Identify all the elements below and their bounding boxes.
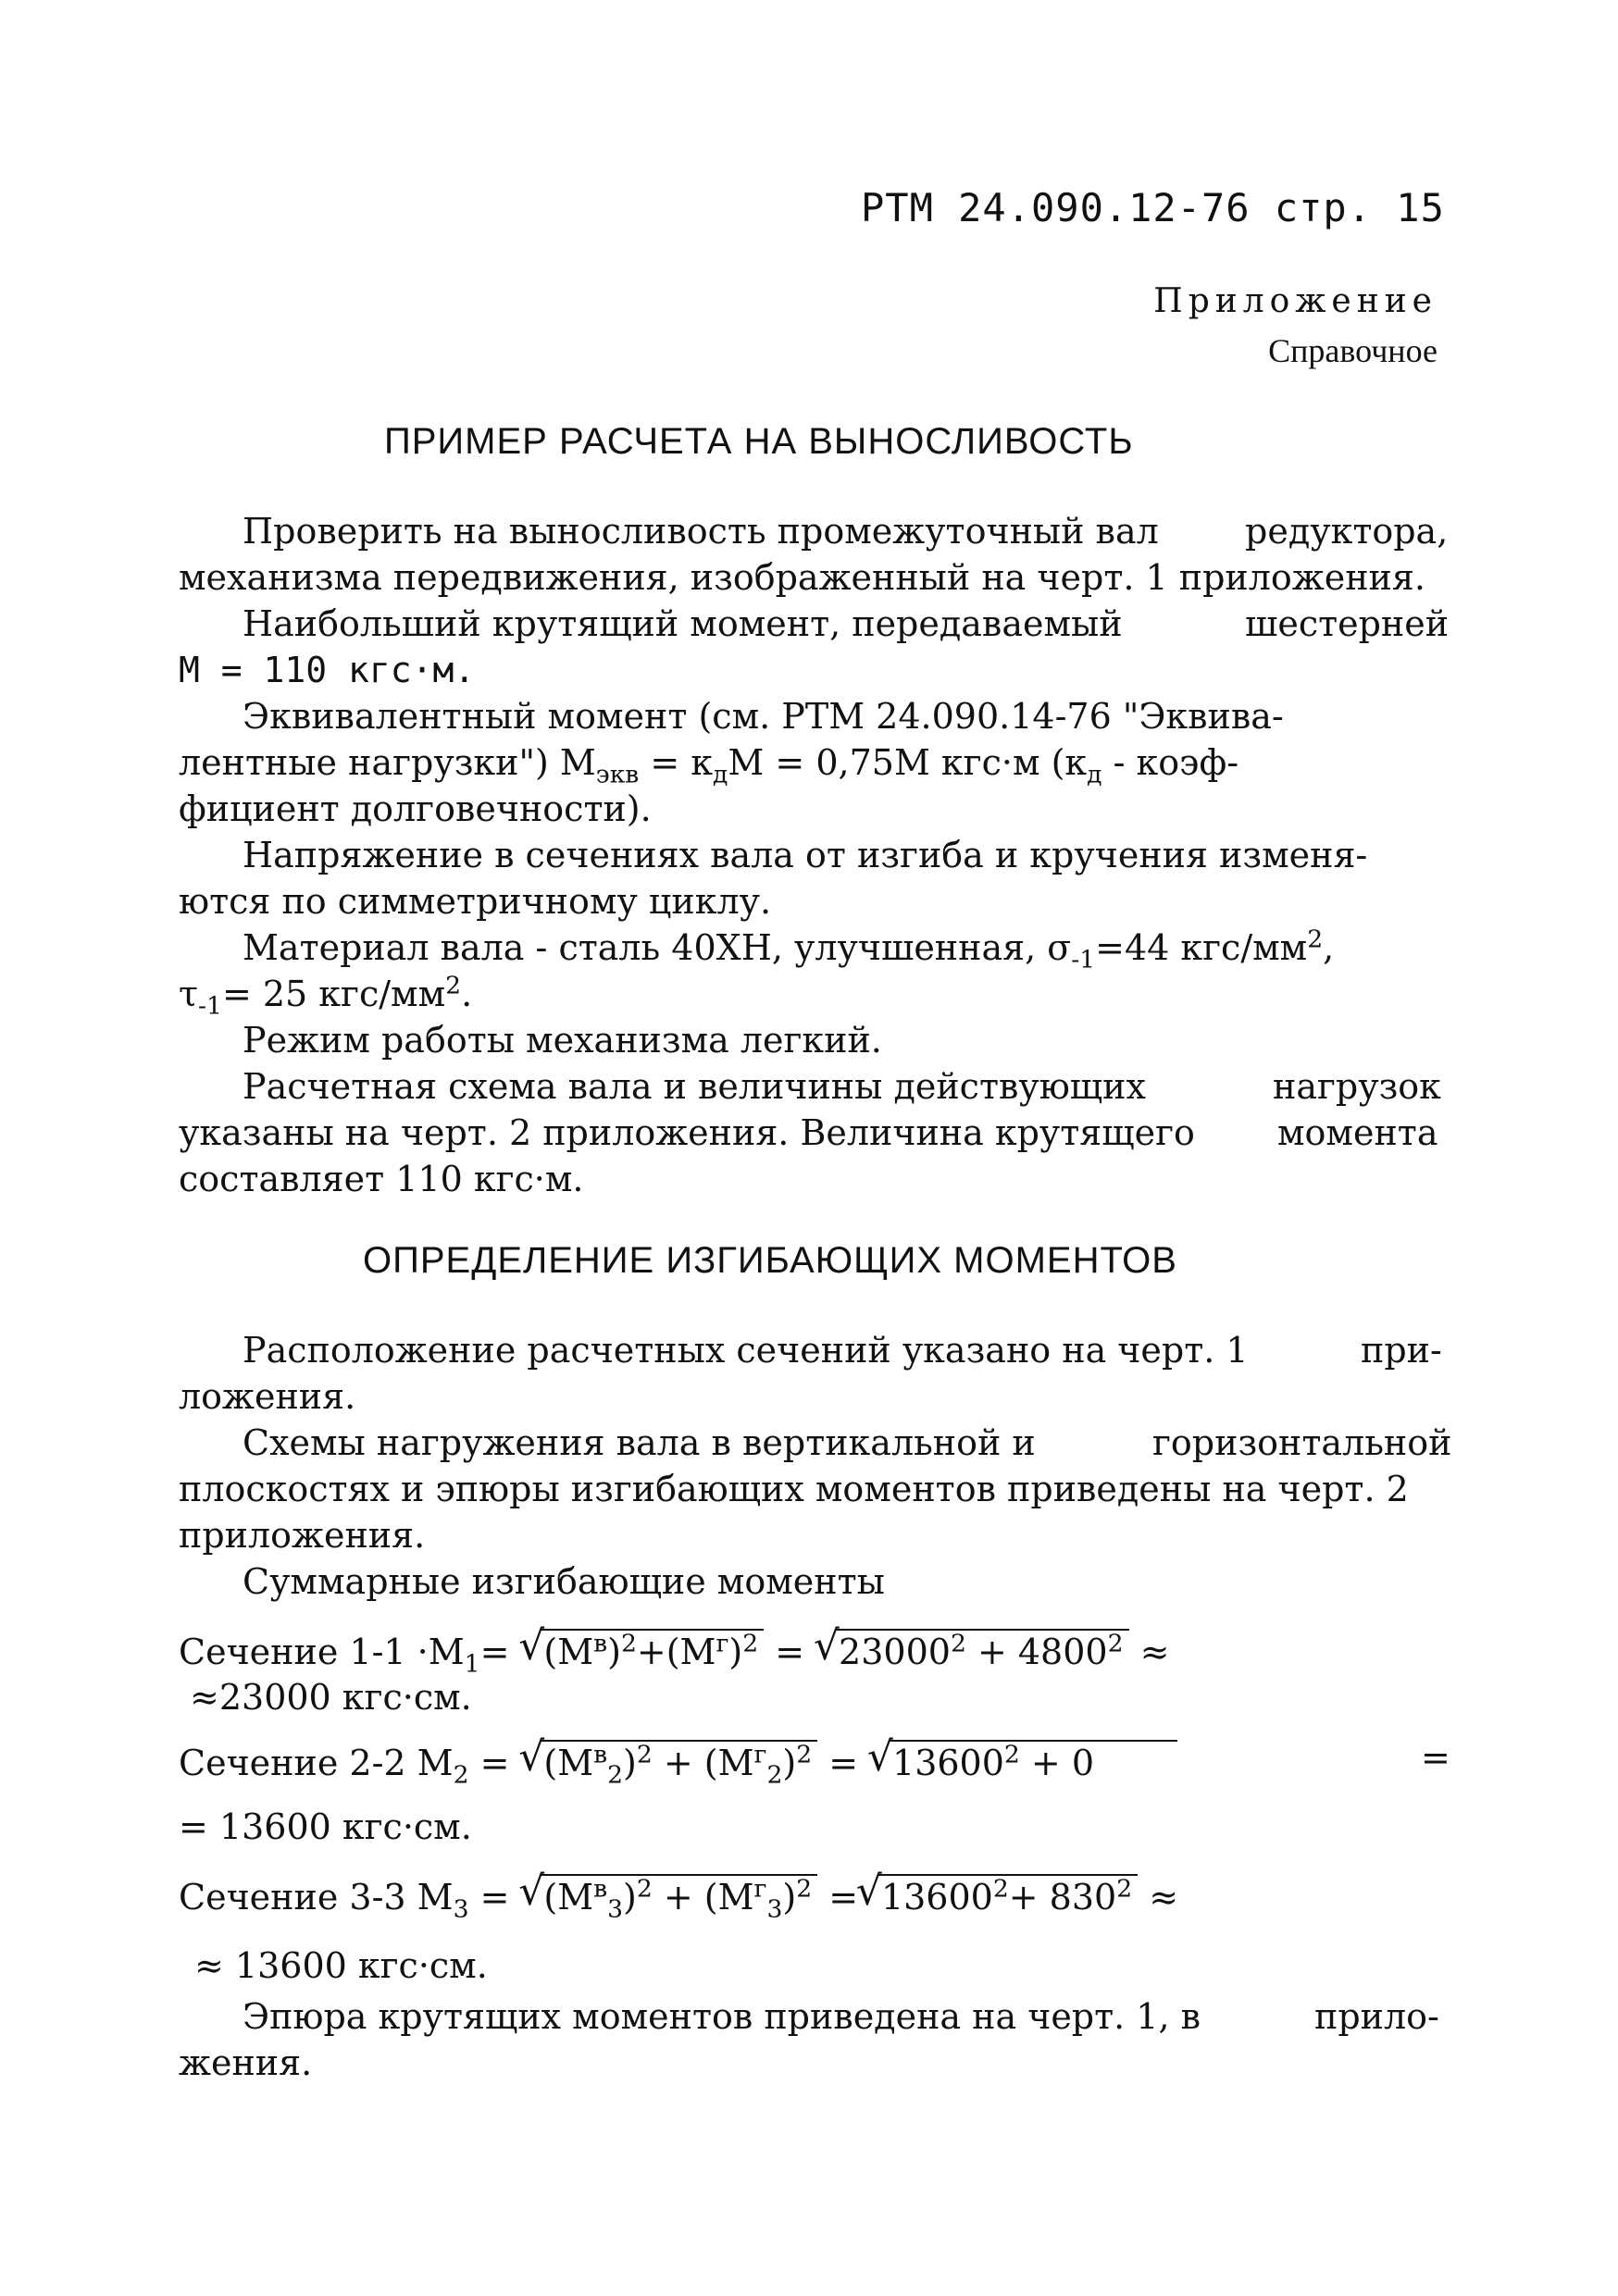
paragraph-line: момента <box>1277 1112 1438 1153</box>
paragraph-line: прило- <box>1314 1996 1439 2037</box>
paragraph-line: горизонтальной <box>1152 1422 1452 1463</box>
paragraph-line: плоскостях и эпюры изгибающих моментов приведены на черт. 2 <box>179 1469 1409 1509</box>
paragraph-line: $\tau_{-1}= 25$ кгс/$мм^2$. <box>179 971 473 1021</box>
sqrt-sign: √ $23000^2 + 4800^2$ <box>815 1629 1128 1669</box>
appendix-label: Приложение <box>1153 282 1438 320</box>
paragraph-line: Материал вала - сталь 40ХН, улучшенная, $\sigma_{-1}=44$ кгс/$мм^2$, <box>243 925 1335 974</box>
paragraph-line: ложения. <box>179 1376 356 1417</box>
paragraph-line: Расположение расчетных сечений указано на черт. 1 <box>243 1330 1249 1371</box>
formula-section-3-3: Сечение 3-3 $M_3$ = √ $(M^в_3)^2 + (M^г_3)^2$ =√ $13600^2+ 830^2$ ≈ <box>179 1874 1178 1915</box>
paragraph-line: Схемы нагружения вала в вертикальной и <box>243 1422 1036 1463</box>
sqrt-sign: √ $(M^в_3)^2 + (M^г_3)^2$ <box>521 1874 818 1915</box>
section-title-bending-moments: ОПРЕДЕЛЕНИЕ ИЗГИБАЮЩИХ МОМЕНТОВ <box>363 1240 1177 1281</box>
paragraph-line: лентные нагрузки") $M_{экв} = к_дM = 0,75M$ кгс·м ($к_д$ - коэф- <box>179 742 1239 789</box>
appendix-type: Справочное <box>1268 332 1438 369</box>
section-title-endurance: ПРИМЕР РАСЧЕТА НА ВЫНОСЛИВОСТЬ <box>384 421 1134 462</box>
paragraph-line: Суммарные изгибающие моменты <box>243 1561 885 1602</box>
paragraph-line: жения. <box>179 2042 313 2083</box>
document-header-code: РТМ 24.090.12-76 стр. 15 <box>861 185 1445 230</box>
sqrt-sign: √ $(M^в_2)^2 + (M^г_2)^2$ <box>521 1740 818 1781</box>
paragraph-line: фициент долговечности). <box>179 788 652 829</box>
formula-section-1-1: Сечение $1-1 \cdot M_1=$ √ $(M^в)^2+(M^г)^2$ = √ $23000^2 + 4800^2$ ≈ <box>179 1629 1169 1669</box>
paragraph-line: Проверить на выносливость промежуточный вал <box>243 511 1159 552</box>
paragraph-line: при- <box>1361 1330 1442 1371</box>
sqrt-sign: √ $(M^в)^2+(M^г)^2$ <box>521 1629 765 1669</box>
paragraph-line: ются по симметричному циклу. <box>179 881 772 922</box>
paragraph-line: составляет 110 кгс·м. <box>179 1159 584 1199</box>
paragraph-line: нагрузок <box>1273 1066 1441 1107</box>
formula-result-1-1: ≈23000 кгс·см. <box>190 1677 472 1718</box>
paragraph-line: M = 110 кгс·м. <box>179 650 476 690</box>
paragraph-line: механизма передвижения, изображенный на черт. 1 приложения. <box>179 557 1425 598</box>
formula-result-2-2: = 13600 кгс·см. <box>179 1806 472 1847</box>
formula-equals: = <box>1421 1737 1450 1778</box>
paragraph-line: указаны на черт. 2 приложения. Величина крутящего <box>179 1112 1195 1153</box>
paragraph-line: Напряжение в сечениях вала от изгиба и кручения изменя- <box>243 835 1368 875</box>
formula-result-3-3: ≈ 13600 кгс·см. <box>194 1945 488 1986</box>
paragraph-line: шестерней <box>1245 603 1450 644</box>
paragraph-line: редуктора, <box>1245 511 1449 552</box>
sqrt-sign: √ $13600^2+ 830^2$ <box>858 1874 1138 1915</box>
paragraph-line: Режим работы механизма легкий. <box>243 1020 882 1061</box>
sqrt-sign: √ $13600^2 + 0$ <box>869 1740 1177 1781</box>
paragraph-line: Расчетная схема вала и величины действующих <box>243 1066 1146 1107</box>
formula-section-2-2: Сечение 2-2 $M_2$ = √ $(M^в_2)^2 + (M^г_2)^2$ = √ $13600^2 + 0$ <box>179 1740 1177 1781</box>
paragraph-line: Эпюра крутящих моментов приведена на черт. 1, в <box>243 1996 1201 2037</box>
paragraph-line: приложения. <box>179 1515 426 1556</box>
paragraph-line: Эквивалентный момент (см. РТМ 24.090.14-76 "Эквива- <box>243 696 1284 737</box>
paragraph-line: Наибольший крутящий момент, передаваемый <box>243 603 1123 644</box>
